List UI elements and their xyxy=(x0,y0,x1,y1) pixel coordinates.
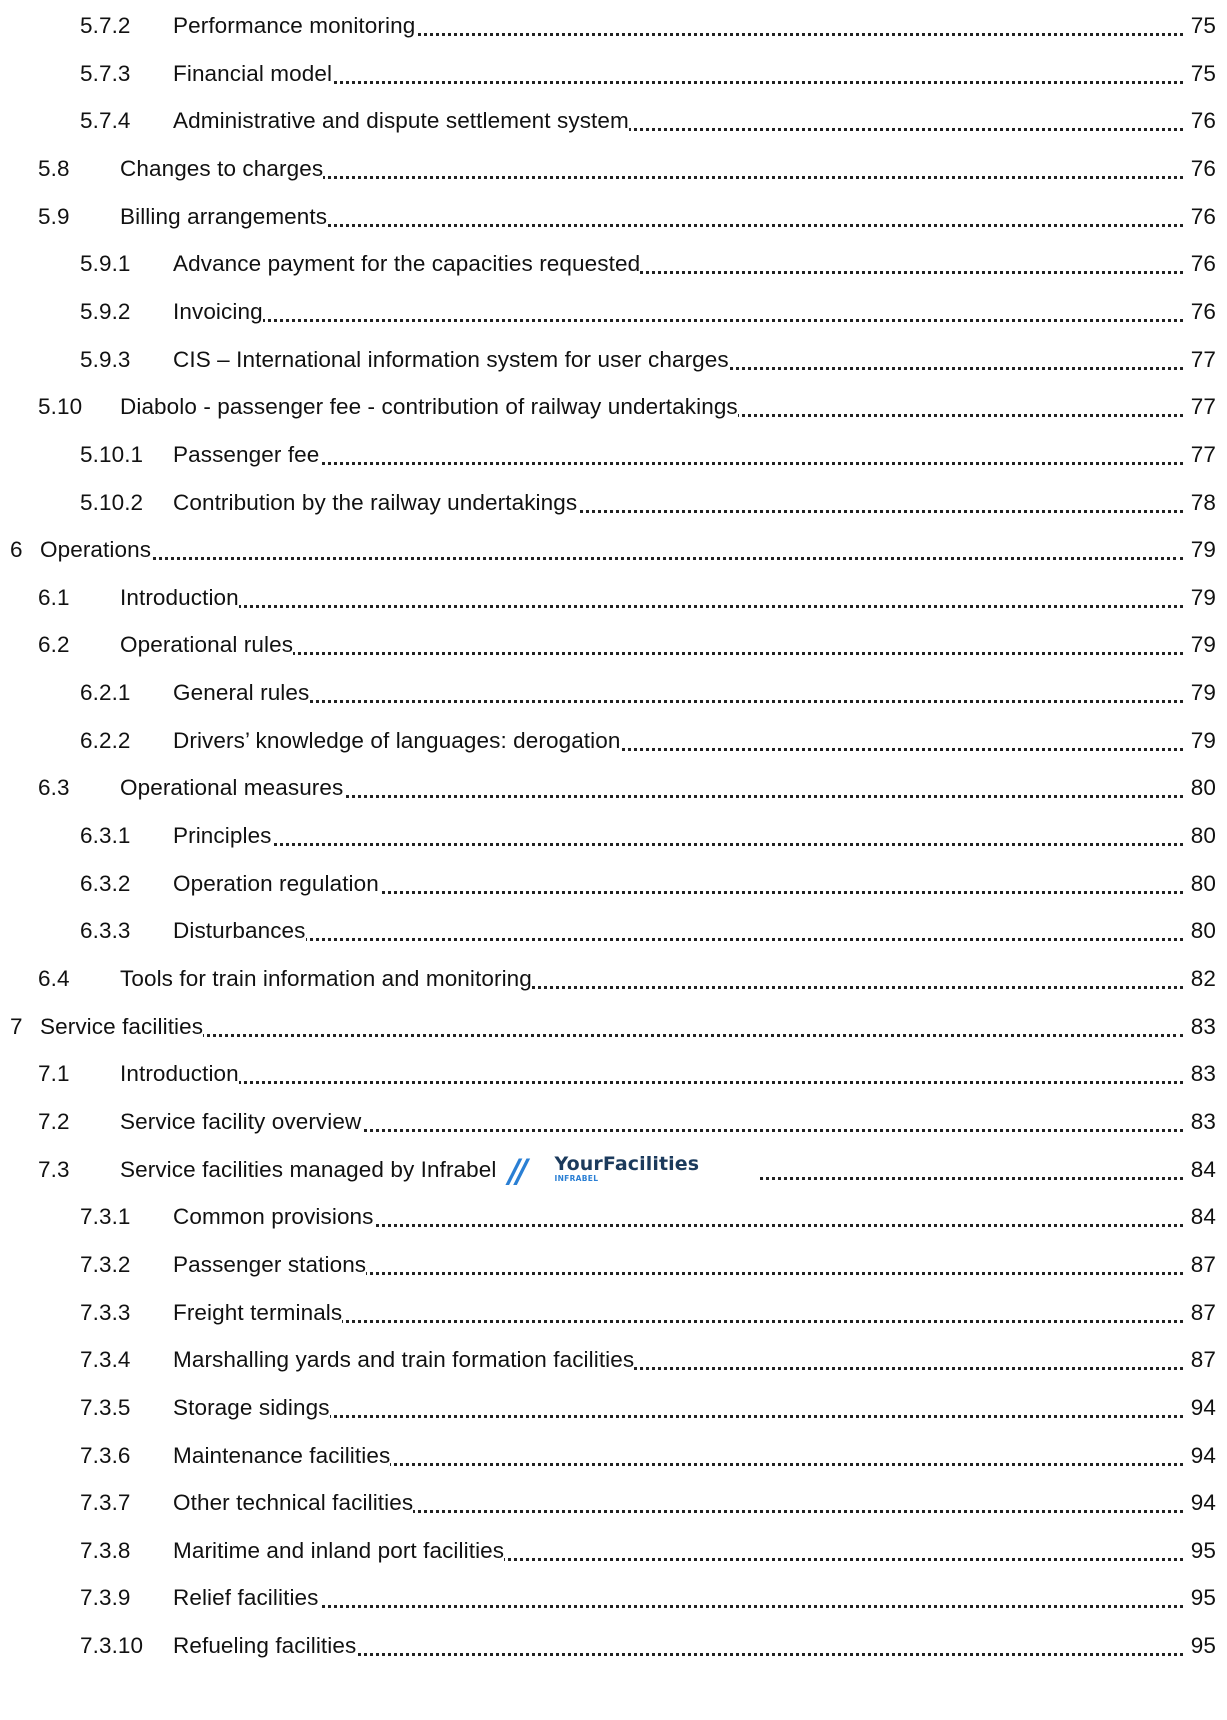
toc-entry-title-text: Operations xyxy=(40,537,152,563)
toc-entry[interactable] xyxy=(0,1197,1227,1237)
toc-entry-number: 6.1 xyxy=(38,578,70,618)
toc-entry-title-text: Advance payment for the capacities requested xyxy=(173,251,641,277)
toc-entry[interactable] xyxy=(0,673,1227,713)
toc-entry-number: 6.4 xyxy=(38,959,70,999)
toc-entry-number: 6.2 xyxy=(38,625,70,665)
toc-entry[interactable] xyxy=(0,435,1227,475)
toc-entry-title xyxy=(40,530,151,570)
toc-entry-title-text: Tools for train information and monitoring xyxy=(120,966,532,991)
toc-page-number: 82 xyxy=(1189,959,1216,999)
toc-entry-title-text: Introduction xyxy=(120,1061,239,1087)
toc-entry-number: 6.2.2 xyxy=(80,721,131,761)
toc-entry-number: 5.10 xyxy=(38,387,82,427)
toc-entry-title-text: Operation regulation xyxy=(173,870,379,896)
toc-entry-title xyxy=(120,1054,239,1094)
toc-entry-number: 6 xyxy=(10,530,23,570)
toc-entry-title xyxy=(173,864,379,904)
toc-dot-leader xyxy=(183,1605,1183,1608)
toc-entry-title xyxy=(173,1197,374,1237)
toc-dot-leader xyxy=(50,1034,1183,1037)
toc-page-number: 87 xyxy=(1189,1340,1216,1380)
toc-entry-title-text: Operational rules xyxy=(120,632,294,658)
toc-page-number: 75 xyxy=(1189,54,1216,94)
toc-dot-leader xyxy=(183,1415,1183,1418)
toc-page-number: 76 xyxy=(1189,197,1216,237)
toc-entry-title-text: General rules xyxy=(173,680,310,706)
toc-page-number: 76 xyxy=(1189,244,1216,284)
toc-entry-number: 7.3.6 xyxy=(80,1436,131,1476)
toc-entry-title xyxy=(173,1436,390,1476)
toc-entry-title-text: Performance monitoring xyxy=(173,13,416,38)
toc-entry-title-text: Financial model xyxy=(173,60,333,86)
toc-entry-title xyxy=(173,6,415,46)
toc-entry-title-text: Changes to charges xyxy=(120,155,324,181)
toc-entry-title-text: Refueling facilities xyxy=(173,1633,357,1659)
toc-entry-number: 5.9.2 xyxy=(80,292,131,332)
toc-entry[interactable] xyxy=(0,1150,1227,1190)
toc-entry[interactable] xyxy=(0,1436,1227,1476)
toc-entry[interactable] xyxy=(0,1007,1227,1047)
toc-entry-title xyxy=(120,149,323,189)
toc-entry-number: 5.9.1 xyxy=(80,244,131,284)
toc-entry-title-text: Service facilities xyxy=(40,1013,204,1039)
toc-entry-title-text: Introduction xyxy=(120,584,239,610)
toc-entry-number: 7.2 xyxy=(38,1102,70,1142)
toc-page-number: 79 xyxy=(1189,625,1216,665)
toc-dot-leader xyxy=(183,81,1183,84)
toc-entry-title-text: Maritime and inland port facilities xyxy=(173,1537,505,1563)
toc-page-number: 80 xyxy=(1189,816,1216,856)
toc-entry[interactable] xyxy=(0,1388,1227,1428)
toc-page-number: 80 xyxy=(1189,768,1216,808)
toc-entry-title-text: Administrative and dispute settlement system xyxy=(173,108,629,134)
toc-entry-title xyxy=(173,340,729,380)
logo-subtitle: INFRABEL xyxy=(554,1173,599,1183)
toc-entry-number: 7 xyxy=(10,1007,23,1047)
toc-entry-title-text: Principles xyxy=(173,823,272,849)
toc-page-number: 95 xyxy=(1189,1578,1216,1618)
toc-dot-leader xyxy=(130,605,1183,608)
toc-entry[interactable] xyxy=(0,340,1227,380)
toc-entry-title-text: Freight terminals xyxy=(173,1299,343,1325)
toc-entry[interactable] xyxy=(0,6,1227,46)
toc-entry-number: 7.3.4 xyxy=(80,1340,131,1380)
toc-entry-title xyxy=(173,1388,330,1428)
toc-entry-title-text: Invoicing xyxy=(173,298,263,324)
toc-entry-title-text: Common provisions xyxy=(173,1204,374,1230)
toc-entry[interactable] xyxy=(0,483,1227,523)
toc-entry-number: 5.10.1 xyxy=(80,435,143,475)
toc-entry-number: 5.7.3 xyxy=(80,54,131,94)
toc-entry[interactable] xyxy=(0,625,1227,665)
toc-page-number: 83 xyxy=(1189,1102,1216,1142)
toc-entry-title xyxy=(173,1293,342,1333)
toc-entry[interactable] xyxy=(0,1245,1227,1285)
toc-entry-title xyxy=(173,1245,366,1285)
toc-entry[interactable] xyxy=(0,101,1227,141)
toc-entry-title xyxy=(173,1531,504,1571)
toc-entry-number: 7.3.2 xyxy=(80,1245,131,1285)
toc-entry[interactable] xyxy=(0,1102,1227,1142)
toc-entry[interactable] xyxy=(0,1483,1227,1523)
toc-entry-title xyxy=(173,911,306,951)
toc-entry-number: 6.3.2 xyxy=(80,864,131,904)
toc-page-number: 79 xyxy=(1189,673,1216,713)
toc-entry-number: 5.9 xyxy=(38,197,70,237)
toc-entry-number: 7.3.9 xyxy=(80,1578,131,1618)
toc-entry-title xyxy=(120,578,239,618)
toc-entry-number: 6.3 xyxy=(38,768,70,808)
toc-entry-title xyxy=(120,768,343,808)
toc-entry-title xyxy=(40,1007,203,1047)
toc-entry[interactable] xyxy=(0,1531,1227,1571)
toc-page-number: 76 xyxy=(1189,149,1216,189)
toc-entry[interactable] xyxy=(0,864,1227,904)
toc-entry-title xyxy=(173,1578,319,1618)
toc-entry-title-text: CIS – International information system for user charges xyxy=(173,346,729,372)
toc-dot-leader xyxy=(183,319,1183,322)
toc-entry-number: 7.3.3 xyxy=(80,1293,131,1333)
toc-entry[interactable] xyxy=(0,54,1227,94)
toc-page-number: 84 xyxy=(1189,1150,1216,1190)
toc-entry-title-text: Service facilities managed by Infrabel xyxy=(120,1156,497,1182)
toc-entry-title xyxy=(120,197,327,237)
toc-dot-leader xyxy=(183,843,1183,846)
toc-entry-title xyxy=(173,721,621,761)
toc-entry-title xyxy=(173,292,263,332)
toc-entry[interactable] xyxy=(0,911,1227,951)
toc-entry-title-text: Maintenance facilities xyxy=(173,1442,391,1468)
toc-page-number: 94 xyxy=(1189,1436,1216,1476)
toc-dot-leader xyxy=(130,1081,1183,1084)
toc-entry-title xyxy=(173,435,319,475)
toc-dot-leader xyxy=(183,462,1183,465)
toc-entry-title xyxy=(120,387,738,427)
toc-entry[interactable] xyxy=(0,1293,1227,1333)
toc-page-number: 76 xyxy=(1189,101,1216,141)
toc-page-number: 78 xyxy=(1189,483,1216,523)
toc-entry-title xyxy=(173,816,272,856)
toc-entry[interactable] xyxy=(0,149,1227,189)
toc-page-number: 76 xyxy=(1189,292,1216,332)
toc-entry-title-text: Passenger stations xyxy=(173,1251,367,1277)
toc-entry-title-text: Operational measures xyxy=(120,775,344,801)
toc-entry-title xyxy=(120,1150,759,1190)
toc-page-number: 94 xyxy=(1189,1388,1216,1428)
toc-entry-number: 7.3.10 xyxy=(80,1626,143,1666)
toc-page-number: 87 xyxy=(1189,1293,1216,1333)
toc-entry-title xyxy=(120,1102,361,1142)
toc-entry[interactable] xyxy=(0,1626,1227,1666)
toc-page-number: 75 xyxy=(1189,6,1216,46)
toc-entry-number: 5.9.3 xyxy=(80,340,131,380)
toc-entry-title xyxy=(173,483,577,523)
toc-entry-title-text: Diabolo - passenger fee - contribution of railway undertakings xyxy=(120,394,738,420)
toc-entry-title xyxy=(173,1626,356,1666)
toc-entry-title-text: Drivers’ knowledge of languages: derogation xyxy=(173,727,621,753)
toc-entry-number: 6.2.1 xyxy=(80,673,131,713)
toc-page-number: 84 xyxy=(1189,1197,1216,1237)
toc-entry-number: 5.7.2 xyxy=(80,6,131,46)
toc-entry-title-text: Other technical facilities xyxy=(173,1490,414,1516)
toc-entry[interactable] xyxy=(0,721,1227,761)
toc-entry[interactable] xyxy=(0,244,1227,284)
toc-page-number: 83 xyxy=(1189,1007,1216,1047)
toc-entry-title-text: Contribution by the railway undertakings xyxy=(173,489,578,515)
toc-page-number: 77 xyxy=(1189,340,1216,380)
toc-entry-number: 7.3.1 xyxy=(80,1197,131,1237)
toc-entry-number: 6.3.3 xyxy=(80,911,131,951)
toc-entry-title xyxy=(173,673,309,713)
toc-entry[interactable] xyxy=(0,959,1227,999)
double-slash-icon: // xyxy=(508,1151,524,1190)
toc-entry-number: 7.3.5 xyxy=(80,1388,131,1428)
toc-page-number: 79 xyxy=(1189,530,1216,570)
toc-entry[interactable] xyxy=(0,530,1227,570)
toc-entry[interactable] xyxy=(0,292,1227,332)
toc-page-number: 95 xyxy=(1189,1626,1216,1666)
toc-page-number: 79 xyxy=(1189,721,1216,761)
toc-page-number: 79 xyxy=(1189,578,1216,618)
toc-entry[interactable] xyxy=(0,387,1227,427)
toc-page-number: 83 xyxy=(1189,1054,1216,1094)
toc-entry[interactable] xyxy=(0,1578,1227,1618)
toc-entry[interactable] xyxy=(0,578,1227,618)
toc-entry-number: 7.3.7 xyxy=(80,1483,131,1523)
yourfacilities-logo[interactable] xyxy=(508,1151,759,1190)
toc-entry[interactable] xyxy=(0,197,1227,237)
toc-entry-title-text: Marshalling yards and train formation facilities xyxy=(173,1347,635,1373)
toc-page-number: 87 xyxy=(1189,1245,1216,1285)
toc-entry-title-text: Service facility overview xyxy=(120,1108,362,1134)
toc-dot-leader xyxy=(183,938,1183,941)
toc-page-number: 77 xyxy=(1189,387,1216,427)
toc-entry[interactable] xyxy=(0,1054,1227,1094)
toc-page-number: 80 xyxy=(1189,864,1216,904)
toc-entry-number: 7.1 xyxy=(38,1054,70,1094)
toc-entry-title-text: Passenger fee xyxy=(173,441,320,467)
toc-entry-number: 6.3.1 xyxy=(80,816,131,856)
toc-entry-title xyxy=(173,244,640,284)
toc-page-number: 77 xyxy=(1189,435,1216,475)
toc-entry-title xyxy=(120,959,532,999)
toc-entry-title xyxy=(173,1483,413,1523)
toc-entry[interactable] xyxy=(0,1340,1227,1380)
toc-entry-title xyxy=(120,625,293,665)
toc-page-number: 80 xyxy=(1189,911,1216,951)
toc-entry-number: 7.3 xyxy=(38,1150,70,1190)
toc-entry-title xyxy=(173,54,332,94)
toc-entry-number: 5.8 xyxy=(38,149,70,189)
toc-entry-number: 7.3.8 xyxy=(80,1531,131,1571)
toc-entry-title-text: Disturbances xyxy=(173,918,306,944)
toc-entry-title-text: Billing arrangements xyxy=(120,203,328,229)
toc-dot-leader xyxy=(183,700,1183,703)
toc-entry[interactable] xyxy=(0,768,1227,808)
toc-page-number: 95 xyxy=(1189,1531,1216,1571)
toc-entry[interactable] xyxy=(0,816,1227,856)
toc-page-number: 94 xyxy=(1189,1483,1216,1523)
toc-entry-title xyxy=(173,101,629,141)
toc-entry-title-text: Storage sidings xyxy=(173,1394,330,1420)
logo-name: YourFacilities xyxy=(554,1152,700,1175)
toc-dot-leader xyxy=(50,557,1183,560)
toc-entry-title xyxy=(173,1340,634,1380)
toc-entry-number: 5.7.4 xyxy=(80,101,131,141)
toc-entry-number: 5.10.2 xyxy=(80,483,143,523)
toc-entry-title-text: Relief facilities xyxy=(173,1585,319,1611)
